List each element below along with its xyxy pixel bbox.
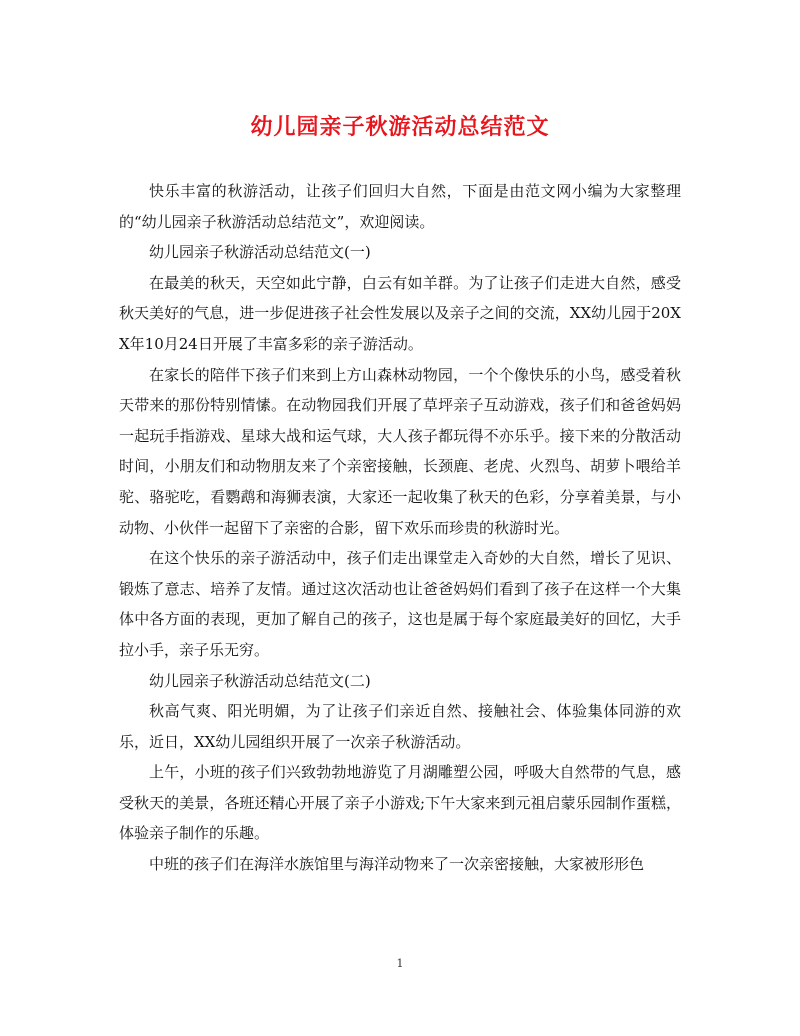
- body-paragraph: 上午，小班的孩子们兴致勃勃地游览了月湖雕塑公园，呼吸大自然带的气息，感受秋天的美景，各班还精心开展了亲子小游戏;下午大家来到元祖启蒙乐园制作蛋糕，体验亲子制作的乐趣。: [119, 763, 681, 843]
- body-paragraph: 在这个快乐的亲子游活动中，孩子们走出课堂走入奇妙的大自然，增长了见识、锻炼了意志、培养了友情。通过这次活动也让爸爸妈妈们看到了孩子在这样一个大集体中各方面的表现，更加了解自己的孩子，这也是属于每个家庭最美好的回忆，大手拉小手，亲子乐无穷。: [119, 549, 681, 659]
- body-paragraph: 秋高气爽、阳光明媚，为了让孩子们亲近自然、接触社会、体验集体同游的欢乐，近日，XX幼儿园组织开展了一次亲子秋游活动。: [119, 702, 681, 751]
- section-heading-one: 幼儿园亲子秋游活动总结范文(一): [149, 243, 371, 262]
- document-title: 幼儿园亲子秋游活动总结范文: [250, 114, 550, 140]
- body-paragraph: 在家长的陪伴下孩子们来到上方山森林动物园，一个个像快乐的小鸟，感受着秋天带来的那份特别情愫。在动物园我们开展了草坪亲子互动游戏，孩子们和爸爸妈妈一起玩手指游戏、星球大战和运气球，大人孩子都玩得不亦乐乎。接下来的分散活动时间，小朋友们和动物朋友来了个亲密接触，长颈鹿、老虎、火烈鸟、胡萝卜喂给羊驼、骆驼吃，看鹦鹉和海狮表演，大家还一起收集了秋天的色彩，分享着美景，与小动物、小伙伴一起留下了亲密的合影，留下欢乐而珍贵的秋游时光。: [119, 365, 681, 537]
- body-paragraph: 中班的孩子们在海洋水族馆里与海洋动物来了一次亲密接触，大家被形形色: [149, 855, 645, 874]
- page-number: 1: [396, 957, 404, 970]
- section-heading-two: 幼儿园亲子秋游活动总结范文(二): [149, 671, 371, 690]
- body-paragraph: 在最美的秋天，天空如此宁静，白云有如羊群。为了让孩子们走进大自然，感受秋天美好的气息，进一步促进孩子社会性发展以及亲子之间的交流，XX幼儿园于20XX年10月24日开展了丰富多彩的亲子游活动。: [119, 273, 681, 353]
- intro-paragraph: 快乐丰富的秋游活动，让孩子们回归大自然，下面是由范文网小编为大家整理的“幼儿园亲子秋游活动总结范文”，欢迎阅读。: [119, 182, 681, 231]
- document-body: [119, 176, 681, 880]
